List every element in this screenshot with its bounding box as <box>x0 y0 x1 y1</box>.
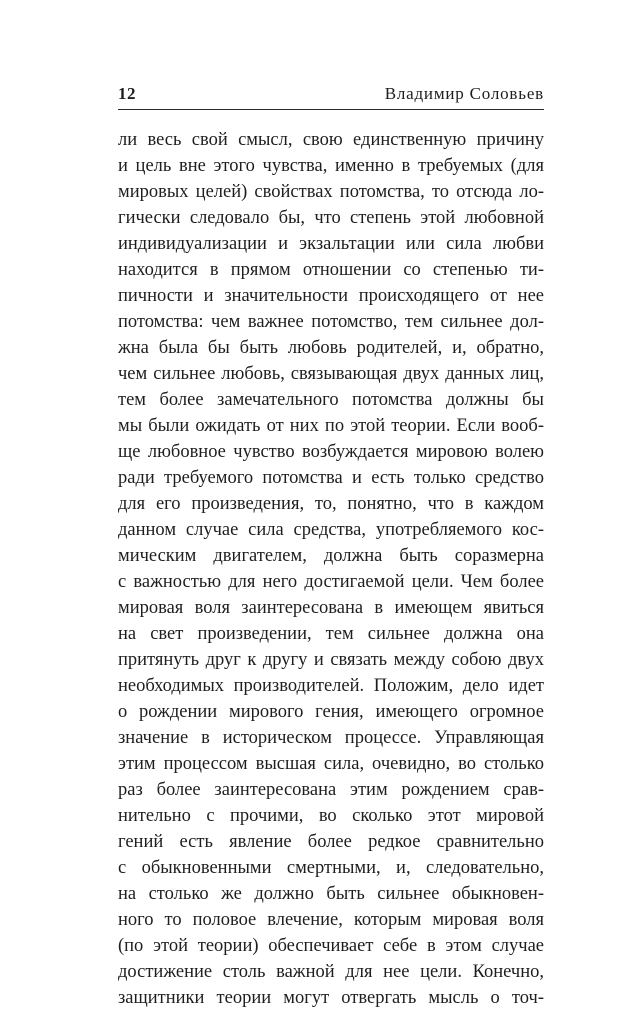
text-line: значение в историческом процессе. Управляющая <box>118 728 544 748</box>
text-line: защитники теории могут отвергать мысль о точ- <box>118 988 544 1008</box>
text-line: этим процессом высшая сила, очевидно, во столько <box>118 754 544 774</box>
text-line: и цель вне этого чувства, именно в требуемых (для <box>118 156 544 176</box>
text-line: ного то половое влечение, которым мировая воля <box>118 910 544 930</box>
text-line: гически следовало бы, что степень этой любовной <box>118 208 544 228</box>
text-line: ради требуемого потомства и есть только средство <box>118 468 544 488</box>
running-head-author: Владимир Соловьев <box>384 84 544 103</box>
text-line: для его произведения, то, понятно, что в каждом <box>118 494 544 514</box>
text-line: с важностью для него достигаемой цели. Чем более <box>118 572 544 592</box>
text-line: (по этой теории) обеспечивает себе в этом случае <box>118 936 544 956</box>
text-line: чем сильнее любовь, связывающая двух данных лиц, <box>118 364 544 384</box>
page-number: 12 <box>118 84 136 103</box>
text-line: на свет произведении, тем сильнее должна она <box>118 624 544 644</box>
text-line: находится в прямом отношении со степенью ти- <box>118 260 544 280</box>
text-line: необходимых производителей. Положим, дело идет <box>118 676 544 696</box>
text-line: ли весь свой смысл, свою единственную причину <box>118 130 544 150</box>
running-header <box>118 80 544 110</box>
body-text <box>118 127 544 1011</box>
text-line: о рождении мирового гения, имеющего огромное <box>118 702 544 722</box>
text-line: мировых целей) свойствах потомства, то отсюда ло- <box>118 182 544 202</box>
text-line: мы были ожидать от них по этой теории. Если вооб- <box>118 416 544 436</box>
text-line: достижение столь важной для нее цели. Конечно, <box>118 962 544 982</box>
text-line: ще любовное чувство возбуждается мировою волею <box>118 442 544 462</box>
text-line: мическим двигателем, должна быть соразмерна <box>118 546 544 566</box>
text-line: данном случае сила средства, употребляемого кос- <box>118 520 544 540</box>
text-line: с обыкновенными смертными, и, следовательно, <box>118 858 544 878</box>
text-line: тем более замечательного потомства должны бы <box>118 390 544 410</box>
text-line: на столько же должно быть сильнее обыкновен- <box>118 884 544 904</box>
text-line: мировая воля заинтересована в имеющем явиться <box>118 598 544 618</box>
text-line: потомства: чем важнее потомство, тем сильнее дол- <box>118 312 544 332</box>
text-line: индивидуализации и экзальтации или сила любви <box>118 234 544 254</box>
header-rule <box>118 109 544 110</box>
text-line: раз более заинтересована этим рождением срав- <box>118 780 544 800</box>
text-line: нительно с прочими, во сколько этот мировой <box>118 806 544 826</box>
text-line: притянуть друг к другу и связать между собою двух <box>118 650 544 670</box>
text-line: пичности и значительности происходящего от нее <box>118 286 544 306</box>
text-line: гений есть явление более редкое сравнительно <box>118 832 544 852</box>
text-line: жна была бы быть любовь родителей, и, обратно, <box>118 338 544 358</box>
